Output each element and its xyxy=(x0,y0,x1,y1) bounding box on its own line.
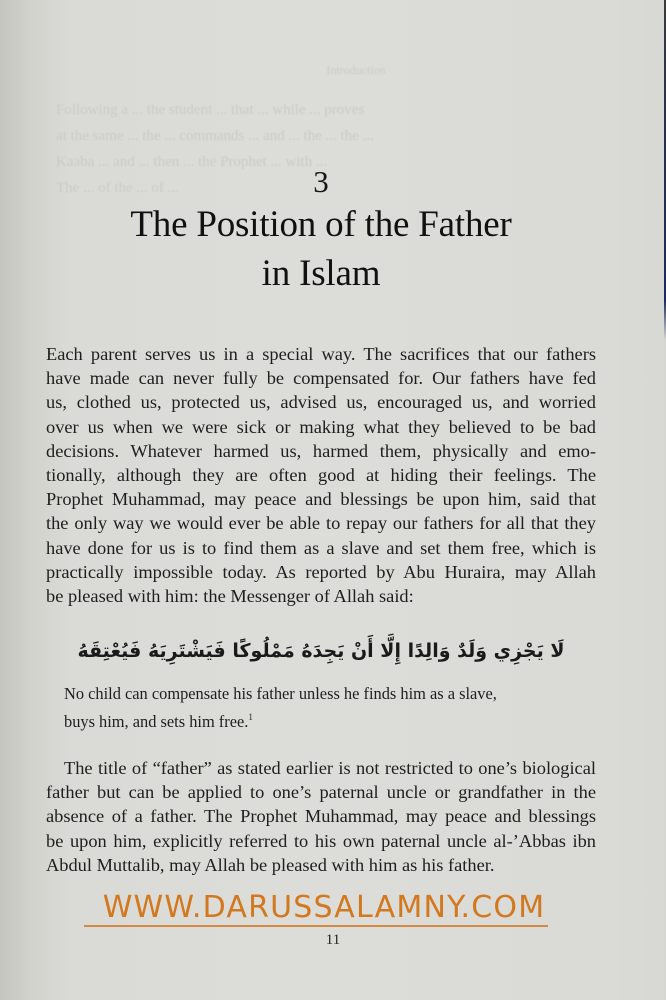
hadith-arabic: لَا يَجْزِي وَلَدٌ وَالِدًا إِلَّا أَنْ يَجِدَهُ مَمْلُوكًا فَيَشْتَرِيَهُ فَيُعْتِقَهُ xyxy=(77,640,565,662)
text-line: have done for us is to find them as a slave and set them free, which is xyxy=(46,537,596,558)
show-through-line: at the same ... the ... commands ... and ... the ... the ... xyxy=(56,128,374,144)
page-number: 11 xyxy=(325,932,341,948)
text-line: be pleased with him: the Messenger of Allah said: xyxy=(46,586,414,607)
chapter-title-line: in Islam xyxy=(261,253,381,294)
show-through-header: Introduction xyxy=(326,63,386,77)
text-line: decisions. Whatever harmed us, harmed them, physically and emo- xyxy=(46,440,596,461)
text-line: over us when we were sick or making what they believed to be bad xyxy=(46,416,596,437)
text-line: absence of a father. The Prophet Muhammad, may peace and blessings xyxy=(46,806,596,827)
text-line: practically impossible today. As reported by Abu Huraira, may Allah xyxy=(46,561,596,582)
text-line: Abdul Muttalib, may Allah be pleased with him as his father. xyxy=(46,854,495,875)
chapter-number: 3 xyxy=(313,164,329,199)
translation-text: buys him, and sets him free. xyxy=(64,711,249,731)
show-through-line: Following a ... the student ... that ... while ... proves xyxy=(56,102,365,118)
translation-line xyxy=(64,706,584,734)
text-line: The title of “father” as stated earlier is not restricted to one’s biological xyxy=(64,758,596,778)
text-line: Prophet Muhammad, may peace and blessings be upon him, said that xyxy=(46,489,596,510)
chapter-title xyxy=(46,200,596,298)
text-line: Each parent serves us in a special way. The sacrifices that our fathers xyxy=(46,344,596,364)
text-line: tionally, although they are often good at hiding their feelings. The xyxy=(46,465,596,486)
show-through-line: The ... of the ... of ... xyxy=(56,180,179,196)
text-line: have made can never fully be compensated for. Our fathers have fed xyxy=(46,368,596,389)
show-through-line: Kaaba ... and ... then ... the Prophet ... with ... xyxy=(56,154,328,170)
text-line: us, clothed us, protected us, advised us, encouraged us, and worried xyxy=(46,392,596,413)
watermark-underline xyxy=(84,925,548,927)
chapter-title-line: The Position of the Father xyxy=(130,204,512,245)
footnote-marker[interactable]: 1 xyxy=(248,711,253,722)
hadith-translation xyxy=(64,683,584,733)
translation-line: No child can compensate his father unless he finds him as a slave, xyxy=(64,684,497,703)
paragraph-father-title xyxy=(46,756,596,877)
text-line: the only way we would ever be able to repay our fathers for all that they xyxy=(46,513,596,534)
watermark-url: WWW.DARUSSALAMNY.COM xyxy=(102,890,546,925)
paragraph-intro xyxy=(46,342,596,608)
text-line: father but can be applied to one’s paternal uncle or grandfather in the xyxy=(46,782,596,803)
text-line: be upon him, explicitly referred to his own paternal uncle al-’Abbas ibn xyxy=(46,830,596,851)
